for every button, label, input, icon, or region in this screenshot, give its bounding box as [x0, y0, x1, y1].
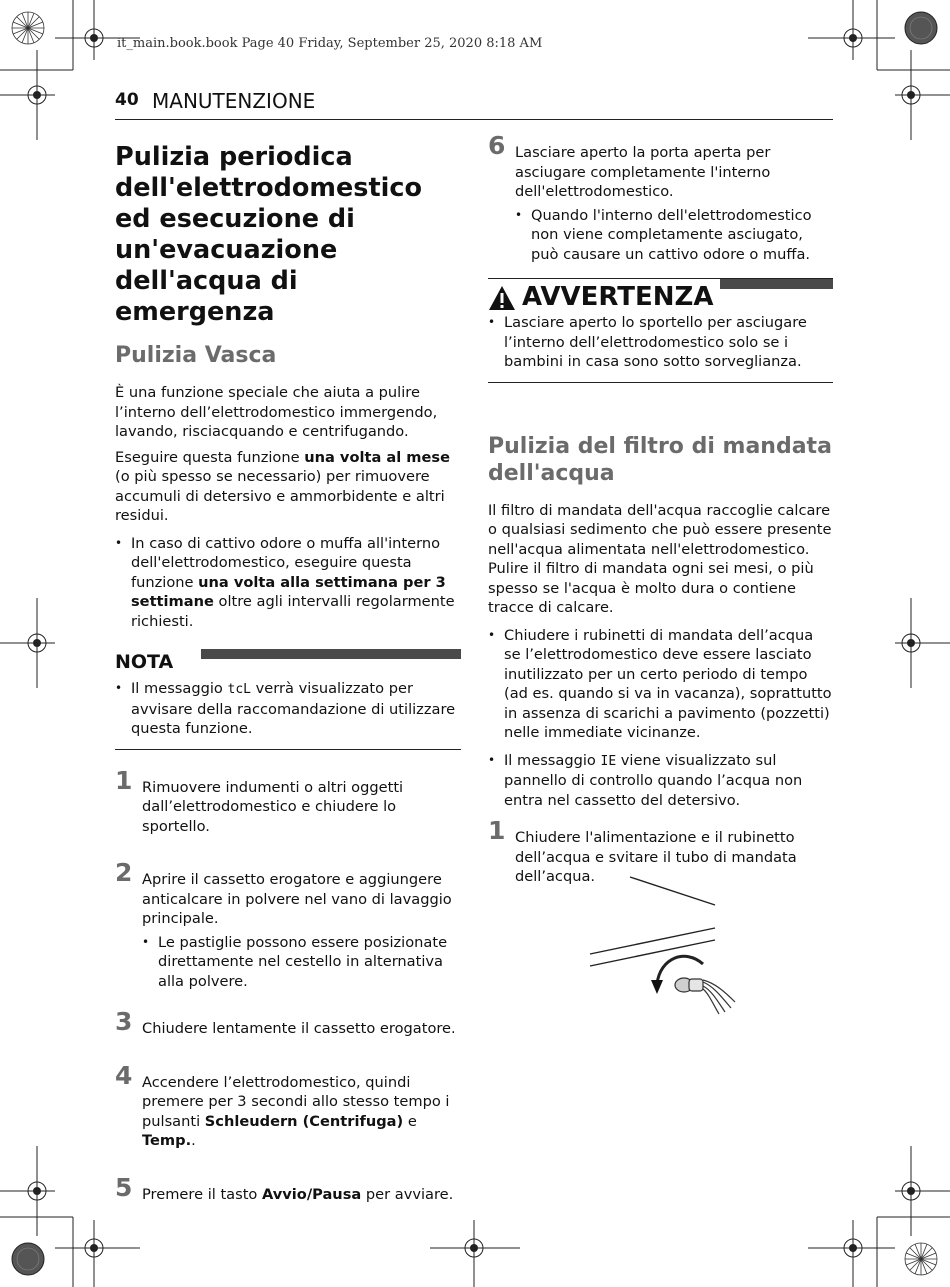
note-bullet: • Il messaggio tcL verrà visualizzato per avvisare della raccomandazione di utilizzare questa funzione.: [115, 679, 461, 739]
note-rule: [115, 749, 461, 750]
tcl-code: tcL: [227, 682, 251, 697]
warning-title: AVVERTENZA: [488, 285, 713, 311]
ie-code: IE: [600, 753, 617, 769]
filter-step-1: 1 Chiudere l'alimentazione e il rubinetto dell’acqua e svitare il tubo di mandata dell’acqua.: [488, 816, 797, 885]
filter-intro: Il filtro di mandata dell'acqua raccoglie calcare o qualsiasi sedimento che può essere presente nell'acqua alimentata nell'elettrodomestico. Pulire il filtro di mandata ogni sei mesi, o più spesso se l'acqua è molto dura o contiene tracce di calcare.: [488, 501, 832, 616]
intro-paragraph: È una funzione speciale che aiuta a pulire l’interno dell’elettrodomestico immergendo, lavando, risciacquando e centrifugando.: [115, 384, 438, 440]
step-number: 1: [488, 816, 506, 845]
step-3: 3 Chiudere lentamente il cassetto erogatore.: [115, 1007, 456, 1037]
odor-bullet: • In caso di cattivo odore o muffa all'interno dell'elettrodomestico, eseguire questa funzione una volta alla settimana per 3 settimane oltre agli intervalli regolarmente richiesti.: [115, 534, 461, 632]
note-title: NOTA: [115, 651, 174, 673]
page-number: 40: [115, 90, 139, 110]
right-column: [488, 131, 833, 887]
step-5: 5 Premere il tasto Avvio/Pausa per avviare.: [115, 1172, 454, 1203]
warning-bar: [720, 279, 833, 289]
step-number: 1: [115, 765, 133, 795]
step-1: 1 Rimuovere indumenti o altri oggetti dall’elettrodomestico e chiudere lo sportello.: [115, 765, 404, 835]
step-number: 4: [115, 1060, 133, 1090]
subheading-pulizia-vasca: Pulizia Vasca: [115, 343, 277, 368]
warning-icon: [488, 285, 516, 311]
step-6: 6 Lasciare aperto la porta aperta per asciugare completamente l'interno dell'elettrodomestico. • Quando l'interno dell'elettrodomestico non viene completamente asciugato, può causare un cattivo odore o muffa.: [488, 143, 833, 264]
print-slug: it_main.book.book Page 40 Friday, September 25, 2020 8:18 AM: [117, 36, 543, 51]
left-column: [115, 142, 461, 1204]
hose-illustration: [585, 872, 745, 1017]
subheading-filtro: Pulizia del filtro di mandata dell'acqua: [488, 433, 832, 486]
step-number: 5: [115, 1172, 133, 1202]
step-number: 6: [488, 131, 506, 160]
section-title: MANUTENZIONE: [152, 89, 316, 113]
filter-bullet-taps: • Chiudere i rubinetti di mandata dell’acqua se l’elettrodomestico deve essere lasciato inutilizzato per un certo periodo di tempo (ad es. quando si va in vacanza), soprattutto in assenza di scarichi a pavimento (pozzetti) nelle immediate vicinanze.: [488, 626, 833, 743]
warning-bullet: • Lasciare aperto lo sportello per asciugare l’interno dell’elettrodomestico solo se i bambini in casa sono sotto sorveglianza.: [488, 313, 833, 372]
filter-bullet-ie: • Il messaggio IE viene visualizzato sul pannello di controllo quando l’acqua non entra nel cassetto del detersivo.: [488, 751, 833, 811]
step-2: 2 Aprire il cassetto erogatore e aggiungere anticalcare in polvere nel vano di lavaggio principale. • Le pastiglie possono essere posizionate direttamente nel cestello in alternativa alla polvere.: [115, 870, 461, 991]
note-bar: [201, 649, 461, 659]
warning-rule: [488, 382, 833, 383]
step-number: 3: [115, 1007, 133, 1036]
step-2-sub-bullet: • Le pastiglie possono essere posizionate direttamente nel cestello in alternativa alla polvere.: [142, 933, 461, 992]
warning-header: [488, 278, 833, 313]
note-header: [115, 649, 461, 679]
step-number: 2: [115, 858, 133, 887]
main-heading: Pulizia periodica dell'elettrodomestico ed esecuzione di un'evacuazione dell'acqua di emergenza: [115, 142, 423, 327]
step-4: 4 Accendere l’elettrodomestico, quindi premere per 3 secondi allo stesso tempo i pulsanti Schleudern (Centrifuga) e Temp..: [115, 1060, 450, 1149]
frequency-paragraph: Eseguire questa funzione una volta al mese (o più spesso se necessario) per rimuovere accumuli di detersivo e ammorbidente e altri residui.: [115, 448, 450, 524]
header-rule: [115, 119, 833, 120]
step-6-sub-bullet: • Quando l'interno dell'elettrodomestico non viene completamente asciugato, può causare un cattivo odore o muffa.: [515, 206, 833, 265]
